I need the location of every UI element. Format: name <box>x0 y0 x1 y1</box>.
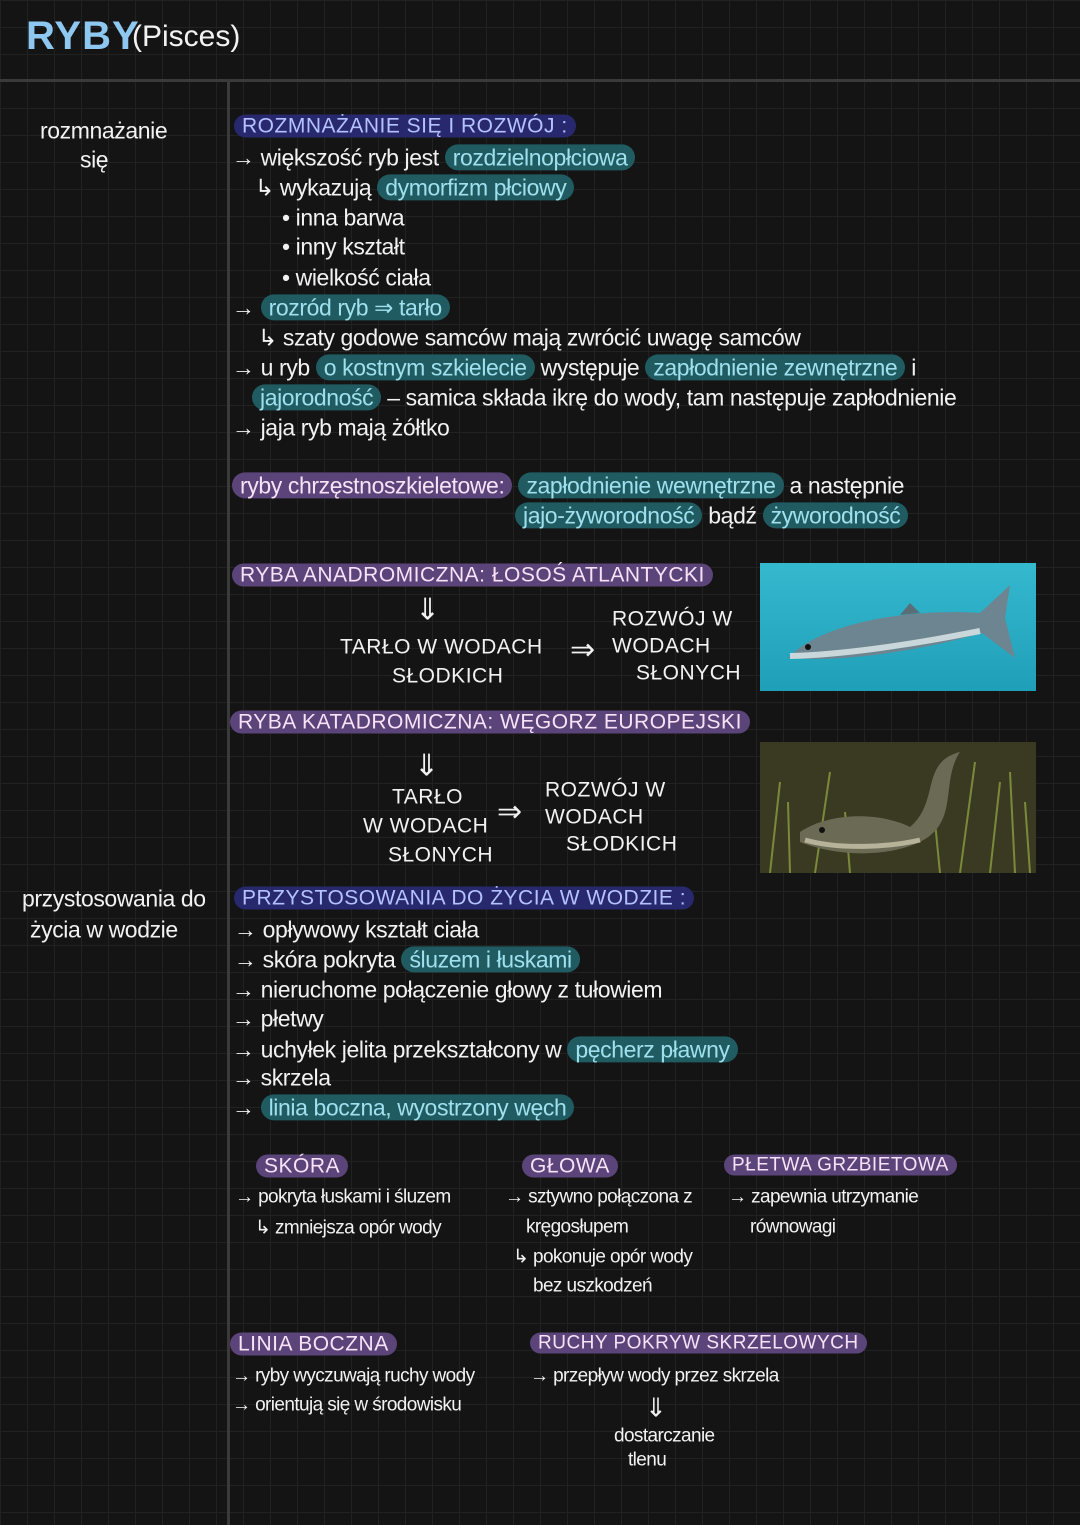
section-header-reproduction <box>234 114 576 137</box>
note-line <box>234 947 580 972</box>
highlighted-text: PRZYSTOSOWANIA DO ŻYCIA W WODZIE : <box>234 886 694 909</box>
note-line <box>232 295 450 320</box>
text: → większość ryb jest <box>232 144 445 171</box>
note-line: ↳ szaty godowe samców mają zwrócić uwagę samców <box>258 324 801 351</box>
highlighted-text: LINIA BOCZNA <box>230 1332 397 1355</box>
note-line: → skrzela <box>232 1064 331 1091</box>
card-text: → ryby wyczuwają ruchy wody <box>232 1365 475 1387</box>
highlighted-text: o kostnym szkielecie <box>316 354 535 380</box>
note-line <box>255 175 574 200</box>
bullet: • wielkość ciała <box>282 264 431 291</box>
card-text: tlenu <box>628 1449 667 1471</box>
note-line <box>232 1095 574 1120</box>
highlighted-text: żyworodność <box>763 502 909 528</box>
highlighted-text: linia boczna, wyostrzony węch <box>261 1094 575 1120</box>
bullet: • inna barwa <box>282 204 405 231</box>
card-title-skin <box>256 1154 348 1177</box>
note-line <box>252 385 956 410</box>
card-text: bez uszkodzeń <box>533 1275 652 1297</box>
card-text: → pokryta łuskami i śluzem <box>235 1186 451 1208</box>
note-line <box>515 503 908 528</box>
diagram-text: SŁODKICH <box>392 664 504 688</box>
card-title-fin <box>724 1156 957 1177</box>
highlighted-text: RUCHY POKRYW SKRZELOWYCH <box>530 1333 867 1354</box>
highlighted-text: RYBA KATADROMICZNA: WĘGORZ EUROPEJSKI <box>230 710 750 733</box>
highlighted-text: rozdzielnopłciowa <box>445 144 636 170</box>
card-text: → przepływ wody przez skrzela <box>530 1365 779 1387</box>
highlighted-text: śluzem i łuskami <box>401 946 579 972</box>
highlighted-text: GŁOWA <box>522 1154 618 1177</box>
highlighted-text: zapłodnienie zewnętrzne <box>645 354 905 380</box>
highlighted-text: SKÓRA <box>256 1154 348 1177</box>
diagram-text: WODACH <box>545 805 644 829</box>
note-line <box>232 473 904 498</box>
catadromous-header <box>230 710 750 733</box>
divider-horizontal <box>0 79 1080 82</box>
highlighted-text: zapłodnienie wewnętrzne <box>518 472 783 498</box>
note-line: → płetwy <box>232 1005 324 1032</box>
card-text: równowagi <box>750 1216 836 1238</box>
card-text: ↳ zmniejsza opór wody <box>255 1217 442 1239</box>
arrow-down-icon: ⇓ <box>645 1392 667 1423</box>
text: i <box>905 354 916 381</box>
text: bądź <box>702 502 763 529</box>
diagram-text: W WODACH <box>363 814 489 838</box>
card-text: → orientują się w środowisku <box>232 1394 462 1416</box>
diagram-text: ROZWÓJ W <box>545 778 666 802</box>
highlighted-text: jajo-żyworodność <box>515 502 702 528</box>
note-line: → nieruchome połączenie głowy z tułowiem <box>232 976 663 1003</box>
divider-vertical <box>227 80 230 1525</box>
diagram-text: ROZWÓJ W <box>612 607 733 631</box>
eel-photo <box>760 742 1036 873</box>
card-title-lateral-line <box>230 1332 397 1355</box>
salmon-photo <box>760 563 1036 691</box>
arrow-right-icon: ⇒ <box>570 633 595 667</box>
diagram-text: SŁONYCH <box>636 661 742 685</box>
text: – samica składa ikrę do wody, tam następuje zapłodnienie <box>381 384 957 411</box>
note-line: → opływowy kształt ciała <box>234 916 479 943</box>
card-text: dostarczanie <box>614 1425 715 1447</box>
highlighted-text: rozród ryb ⇒ tarło <box>261 294 450 320</box>
highlighted-text: ryby chrzęstnoszkieletowe: <box>232 472 512 498</box>
card-text: → zapewnia utrzymanie <box>728 1186 919 1208</box>
arrow-down-icon: ⇓ <box>414 749 439 783</box>
note-line: → jaja ryb mają żółtko <box>232 414 450 441</box>
text: → <box>232 294 261 321</box>
note-line <box>232 145 635 170</box>
card-title-head <box>522 1154 618 1177</box>
left-label: życia w wodzie <box>30 916 178 943</box>
card-text: → sztywno połączona z <box>505 1186 692 1208</box>
text: występuje <box>534 354 646 381</box>
diagram-text: SŁONYCH <box>388 843 494 867</box>
bullet: • inny kształt <box>282 233 405 260</box>
card-text: ↳ pokonuje opór wody <box>513 1246 693 1268</box>
section-header-adaptations <box>234 886 694 909</box>
text: → skóra pokryta <box>234 946 402 973</box>
text: → u ryb <box>232 354 316 381</box>
highlighted-text: PŁETWA GRZBIETOWA <box>724 1155 957 1176</box>
left-label: się <box>80 146 109 173</box>
anadromous-header <box>232 563 713 586</box>
text: a następnie <box>783 472 905 499</box>
highlighted-text: RYBA ANADROMICZNA: ŁOSOŚ ATLANTYCKI <box>232 563 713 586</box>
highlighted-text: dymorfizm płciowy <box>377 174 574 200</box>
diagram-text: SŁODKICH <box>566 832 678 856</box>
diagram-text: WODACH <box>612 634 711 658</box>
card-text: kręgosłupem <box>526 1216 629 1238</box>
note-line <box>232 1037 738 1062</box>
left-label: przystosowania do <box>22 885 206 912</box>
diagram-text: TARŁO W WODACH <box>340 635 543 659</box>
page-title: RYBY <box>26 14 140 58</box>
highlighted-text: ROZMNAŻANIE SIĘ I ROZWÓJ : <box>234 114 576 137</box>
left-label: rozmnażanie <box>40 117 168 144</box>
page-subtitle: (Pisces) <box>132 20 241 53</box>
diagram-text: TARŁO <box>392 785 463 809</box>
highlighted-text: pęcherz pławny <box>567 1036 737 1062</box>
highlighted-text: jajorodność <box>252 384 381 410</box>
note-line <box>232 355 916 380</box>
text: ↳ wykazują <box>255 174 378 201</box>
card-title-gills <box>530 1334 867 1355</box>
text: → uchyłek jelita przekształcony w <box>232 1036 568 1063</box>
arrow-down-icon: ⇓ <box>415 593 440 627</box>
arrow-right-icon: ⇒ <box>497 795 522 829</box>
text: → <box>232 1094 261 1121</box>
